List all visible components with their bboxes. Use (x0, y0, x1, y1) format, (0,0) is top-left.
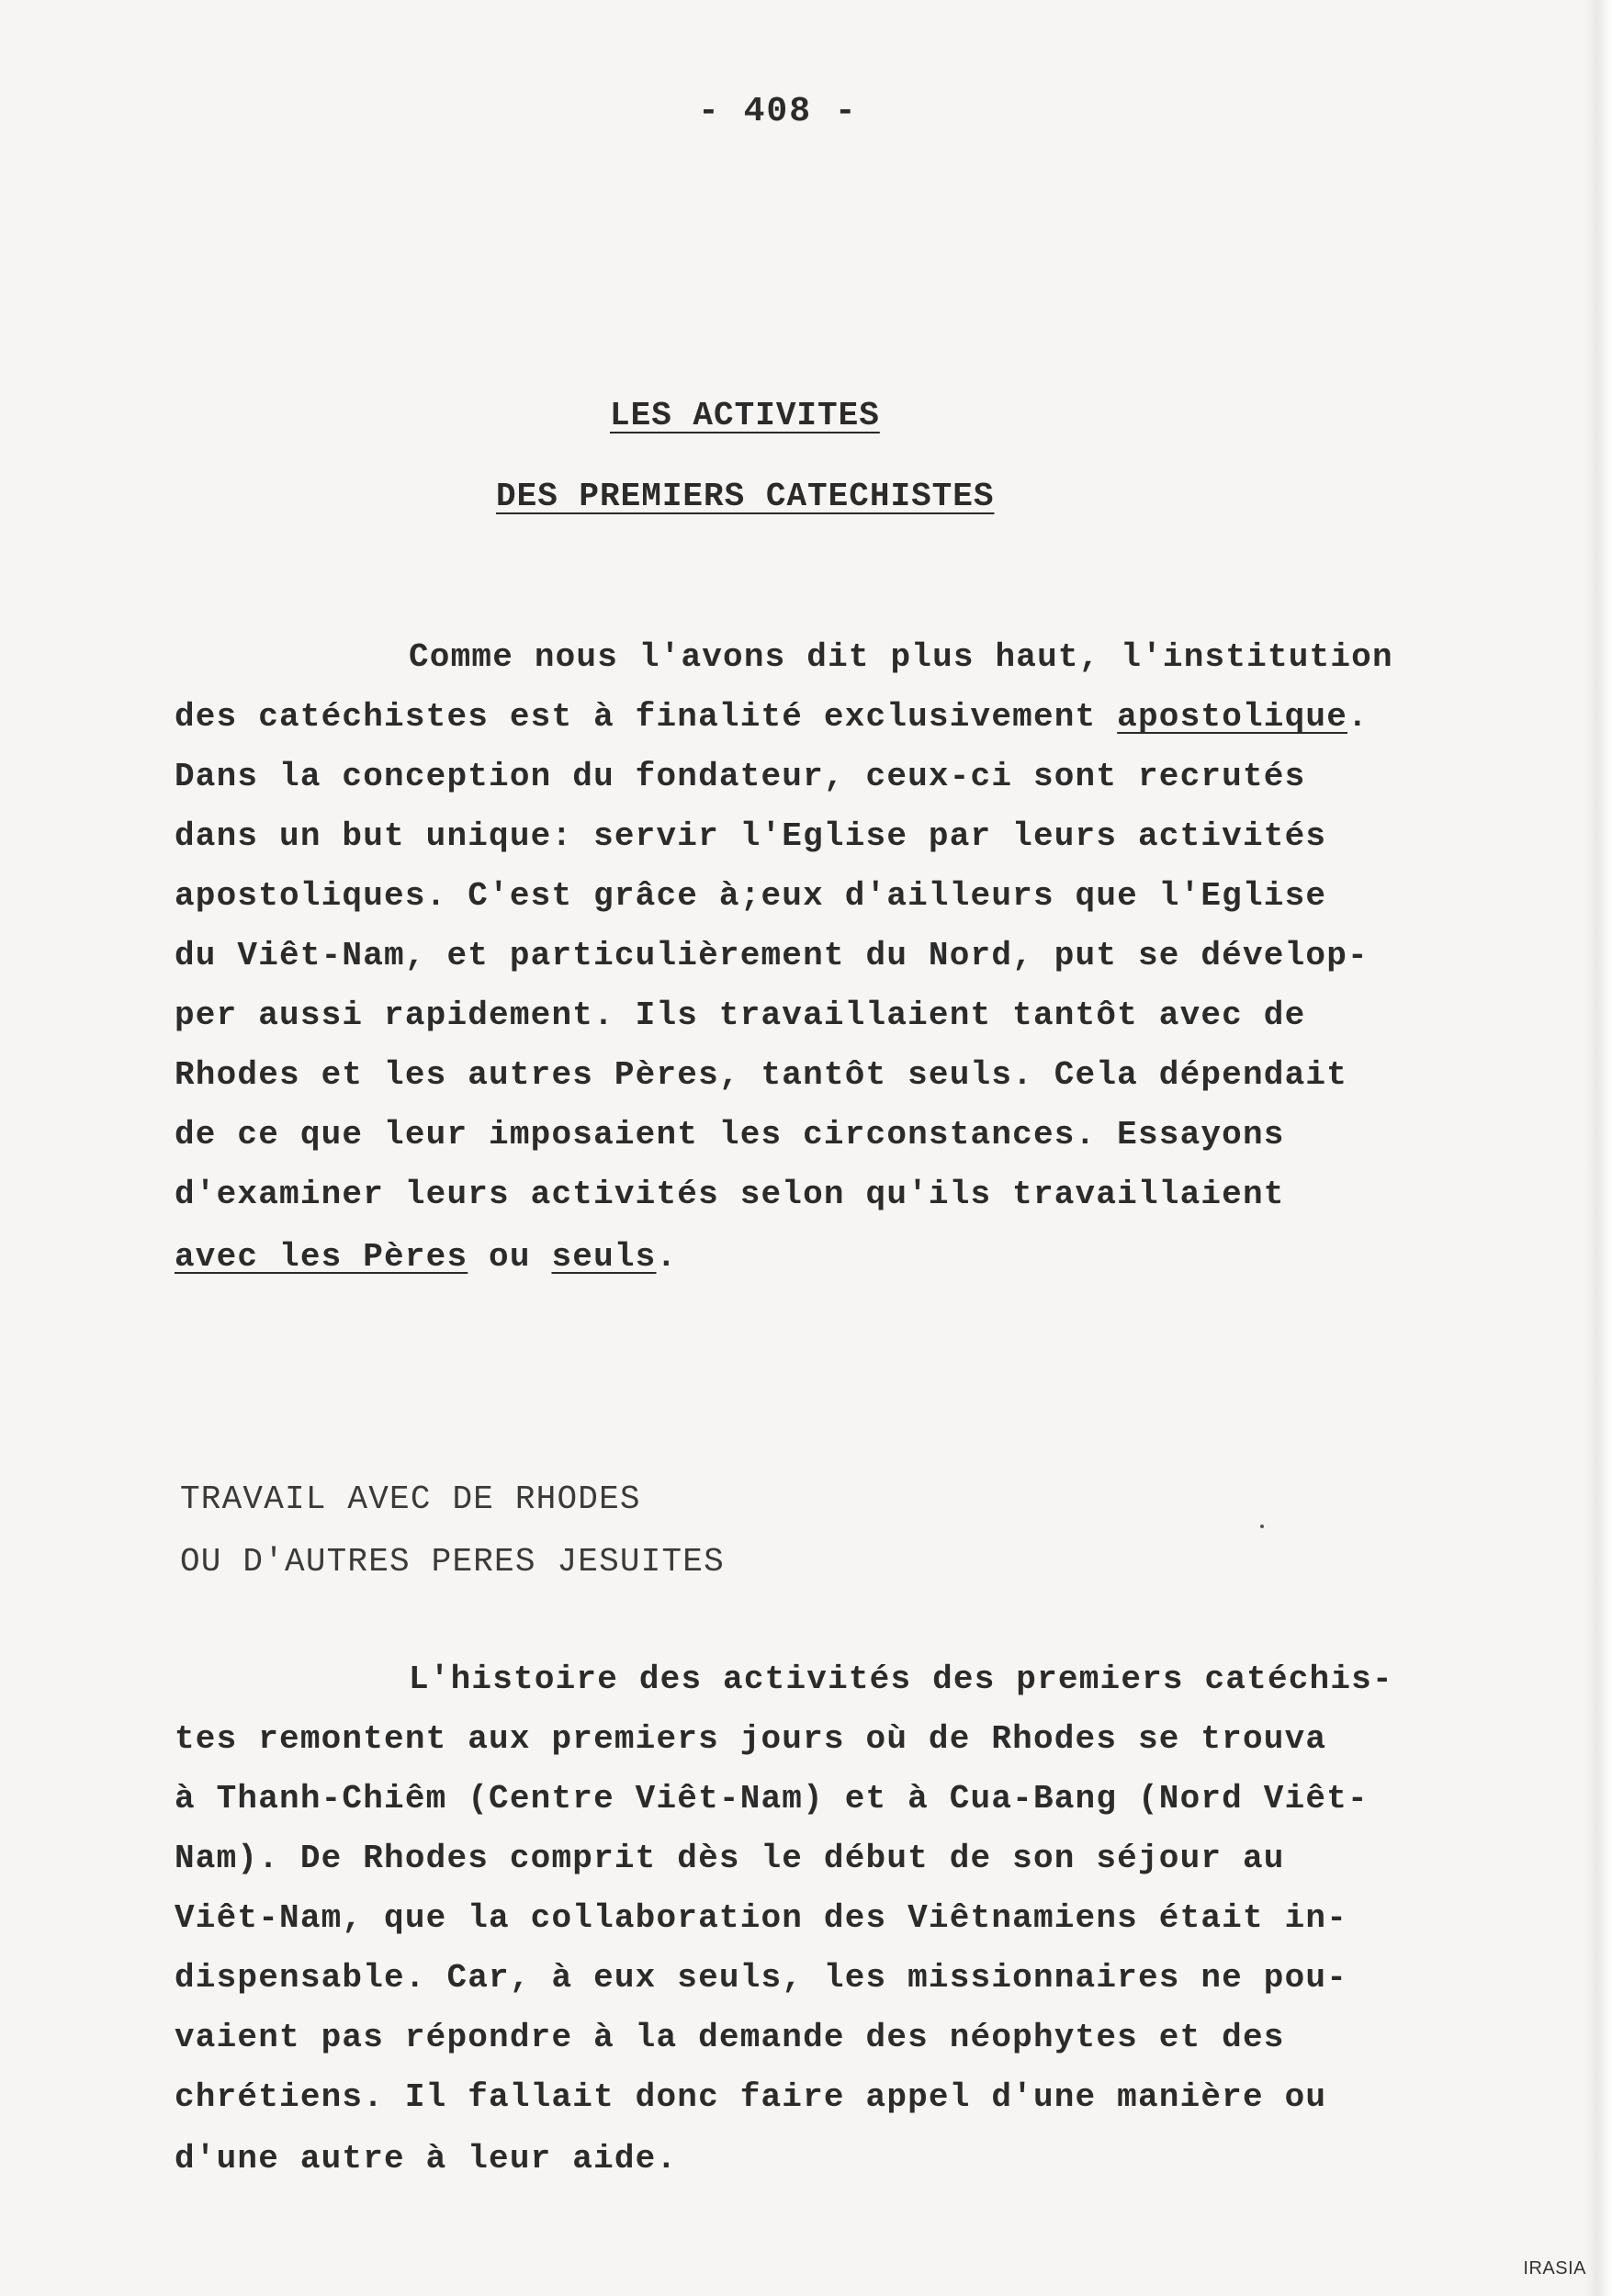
text-span: des catéchistes est à finalité exclusivement (175, 698, 1118, 736)
paragraph-line: de ce que leur imposaient les circonstances. Essayons (175, 1116, 1285, 1154)
paragraph-line (175, 698, 1369, 736)
underlined-word: apostolique (1117, 698, 1348, 736)
paragraph-line: apostoliques. C'est grâce à;eux d'ailleurs que l'Eglise (175, 877, 1327, 915)
paragraph-line: Rhodes et les autres Pères, tantôt seuls. Cela dépendait (175, 1056, 1347, 1094)
paragraph-line: Viêt-Nam, que la collaboration des Viêtnamiens était in- (175, 1899, 1347, 1937)
paragraph-line: du Viêt-Nam, et particulièrement du Nord, put se dévelop- (175, 937, 1369, 974)
paragraph-line: d'une autre à leur aide. (175, 2140, 678, 2178)
paragraph-line: per aussi rapidement. Ils travaillaient tantôt avec de (175, 996, 1306, 1034)
paragraph-line: tes remontent aux premiers jours où de Rhodes se trouva (175, 1720, 1327, 1758)
underlined-word: seuls (551, 1238, 657, 1276)
paragraph-line: à Thanh-Chiêm (Centre Viêt-Nam) et à Cua-Bang (Nord Viêt- (175, 1780, 1369, 1818)
section-heading-line-2: OU D'AUTRES PERES JESUITES (180, 1543, 725, 1581)
section-heading-line-1: TRAVAIL AVEC DE RHODES (180, 1480, 641, 1518)
paragraph-line: vaient pas répondre à la demande des néophytes et des (175, 2019, 1285, 2056)
paragraph-line: Dans la conception du fondateur, ceux-ci sont recrutés (175, 758, 1306, 795)
paragraph-line: L'histoire des activités des premiers catéchis- (409, 1660, 1393, 1698)
paragraph-line: Nam). De Rhodes comprit dès le début de son séjour au (175, 1840, 1285, 1877)
underlined-phrase: avec les Pères (175, 1238, 468, 1276)
page-number: - 408 - (698, 92, 858, 131)
text-span: ou (468, 1238, 552, 1276)
title-line-1: LES ACTIVITES (610, 397, 880, 434)
text-span: . (656, 1238, 678, 1276)
ink-speck (1260, 1525, 1264, 1528)
paragraph-line (175, 1238, 677, 1276)
source-watermark: IRASIA (1523, 2258, 1586, 2279)
paragraph-line: dispensable. Car, à eux seuls, les missionnaires ne pou- (175, 1959, 1347, 1997)
page-edge (1586, 0, 1612, 2296)
paragraph-line: Comme nous l'avons dit plus haut, l'institution (409, 638, 1393, 676)
paragraph-line: dans un but unique: servir l'Eglise par leurs activités (175, 817, 1327, 855)
paragraph-line: d'examiner leurs activités selon qu'ils travaillaient (175, 1176, 1285, 1213)
text-span: . (1347, 698, 1369, 736)
paragraph-line: chrétiens. Il fallait donc faire appel d'une manière ou (175, 2078, 1327, 2116)
title-line-2: DES PREMIERS CATECHISTES (496, 478, 995, 515)
